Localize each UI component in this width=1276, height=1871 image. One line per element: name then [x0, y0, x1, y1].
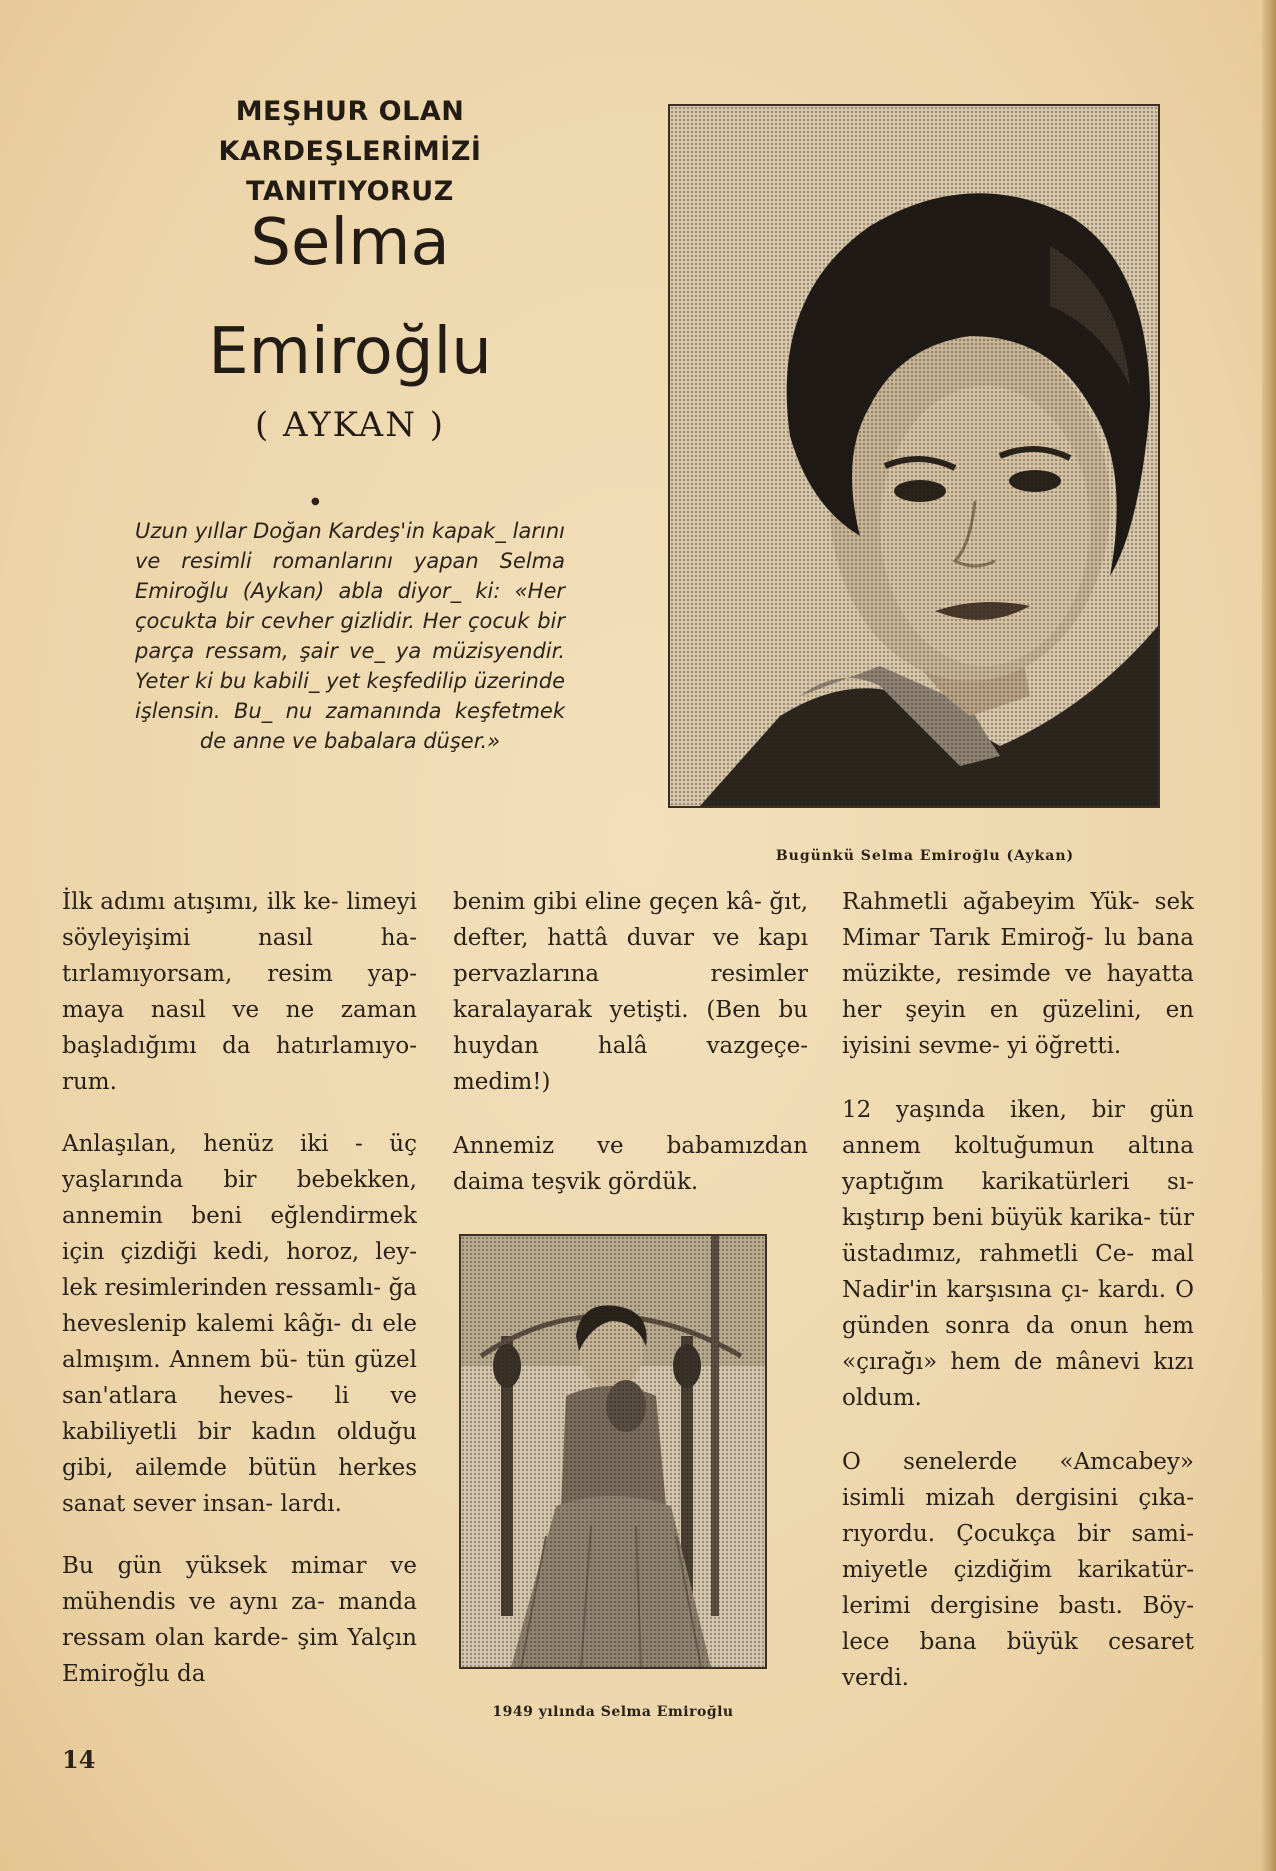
title-last-name: Emiroğlu: [208, 315, 492, 389]
column-1-paragraph-3: Bu gün yüksek mimar ve mühendis ve aynı za- manda ressam olan karde- şim Yalçın Emiroğlu da: [62, 1553, 417, 1687]
title-nickname: ( AYKAN ): [254, 405, 446, 445]
body-column-1: [62, 884, 417, 1692]
kicker-line-2: TANITIYORUZ: [246, 176, 454, 207]
article-kicker: [100, 92, 600, 212]
column-3-paragraph-1: Rahmetli ağabeyim Yük- sek Mimar Tarık Emiroğ- lu bana müzikte, resimde ve hayatta her şeyin en güzelini, en iyisini sevme- yi öğretti.: [842, 889, 1194, 1059]
column-3-paragraph-3: O senelerde «Amcabey» isimli mizah dergisini çıka- rıyordu. Çocukça bir sami- miyetle çizdiğim karikatür- lerimi dergisine bastı. Böy- lece bana büyük cesaret verdi.: [842, 1449, 1194, 1691]
kicker-line-1: MEŞHUR OLAN KARDEŞLERİMİZİ: [218, 96, 482, 167]
column-3-paragraph-2: 12 yaşında iken, bir gün annem koltuğumun altına yaptığım karikatürleri sı- kıştırıp beni büyük karika- tür üstadımız, rahmetli Ce- mal Nadir'in karşısına çı- kardı. O günden sonra da onun hem «çırağı» hem de mânevi kızı oldum.: [842, 1097, 1194, 1411]
page-spine-edge: [1262, 0, 1276, 1871]
portrait-illustration: [670, 106, 1158, 806]
page-number: 14: [62, 1745, 96, 1774]
body-column-3: [842, 884, 1194, 1696]
column-2-paragraph-1: benim gibi eline geçen kâ- ğıt, defter, hattâ duvar ve kapı pervazlarına resimler karalayarak yetişti. (Ben bu huydan halâ vazgeçe- medim!): [453, 889, 808, 1095]
portrait-photo: [668, 104, 1160, 808]
column-2-paragraph-2: Annemiz ve babamızdan daima teşvik gördük.: [453, 1133, 808, 1195]
column-1-paragraph-2: Anlaşılan, henüz iki - üç yaşlarında bir bebekken, annemin beni eğlendirmek için çizdiği kedi, horoz, ley- lek resimlerinden ressamlı- ğa heveslenip kalemi kâğı- dı ele almışım. Annem bü- tün güzel san'atlara heves- li ve kabiliyetli bir kadın olduğu gibi, ailemde bütün herkes sanat sever insan- lardı.: [62, 1131, 417, 1517]
separator-dot: ●: [311, 496, 320, 507]
photo-1949-illustration: [461, 1236, 765, 1667]
portrait-caption: Bugünkü Selma Emiroğlu (Aykan): [775, 848, 1075, 864]
photo-1949-caption: 1949 yılında Selma Emiroğlu: [492, 1704, 734, 1720]
title-first-name: Selma: [250, 206, 450, 280]
photo-1949: [459, 1234, 767, 1669]
intro-quote: Uzun yıllar Doğan Kardeş'in kapak_ larını ve resimli romanlarını yapan Selma Emiroğlu (Aykan) abla diyor_ ki: «Her çocukta bir cevher gizlidir. Her çocuk bir parça ressam, şair ve_ ya müzisyendir. Yeter ki bu kabili_ yet keşfedilip üzerinde işlensin. Bu_ nu zamanında keşfetmek de anne ve babalara düşer.»: [135, 519, 565, 753]
column-1-paragraph-1: İlk adımı atışımı, ilk ke- limeyi söyleyişimi nasıl ha- tırlamıyorsam, resim yap- maya nasıl ve ne zaman başladığımı da hatırlamıyo- rum.: [62, 889, 417, 1095]
body-column-2: [453, 884, 808, 1200]
